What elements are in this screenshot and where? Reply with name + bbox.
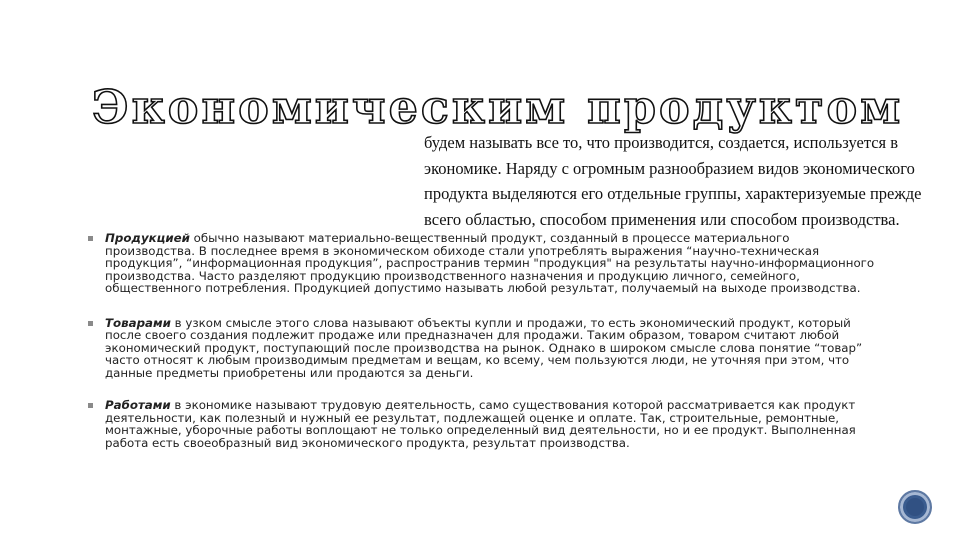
circle-nav-inner [906, 498, 924, 516]
circle-nav-icon[interactable] [898, 490, 932, 524]
bullet-term: Работами [105, 398, 171, 412]
square-bullet-icon [88, 403, 93, 408]
bullet-list [88, 232, 878, 469]
intro-paragraph: будем называть все то, что производится, создается, используется в экономике. Наряду с огромным разнообразием видов экономического продукта выделяются его отдельные группы, характеризуемые прежде всего областью, способом применения или способом производства. [424, 133, 922, 229]
bullet-text: обычно называют материально-вещественный продукт, созданный в процессе материального производства. В последнее время в экономическом обиходе стали употреблять выражения “научно-техническая продукция”, “информационная продукция”, распространив термин "продукция" на результаты научно-информационного производства. Часто разделяют продукцию производственного назначения и продукцию личного, семейного, общественного потребления. Продукцией допустимо называть любой результат, получаемый на выходе производства. [105, 231, 875, 295]
bullet-text: в узком смысле этого слова называют объекты купли и продажи, то есть экономический продукт, который после своего создания подлежит продаже или предназначен для продажи. Таким образом, товаром считают любой экономический продукт, поступающий после производства на рынок. Однако в широком смысле слова понятие “товар” часто относят к любым производимым предметам и вещам, ко всему, чем пользуются люди, не уточняя при этом, что данные предметы приобретены или продаются за деньги. [105, 315, 863, 380]
square-bullet-icon [88, 236, 93, 241]
bullet-item-products [88, 232, 878, 295]
bullet-term: Товарами [105, 315, 171, 330]
slide-title: Экономическим продуктом [92, 80, 904, 134]
bullet-item-works [88, 399, 878, 449]
bullet-text: в экономике называют трудовую деятельность, само существования которой рассматривается как продукт деятельности, как полезный и нужный ее результат, подлежащей оценке и оплате. Так, строительные, ремонтные, монтажные, уборочные работы воплощают не только определенный вид деятельности, но и ее продукт. Выполненная работа есть своеобразный вид экономического продукта, результат производства. [105, 398, 856, 450]
bullet-term: Продукцией [105, 231, 190, 245]
square-bullet-icon [88, 321, 93, 326]
bullet-item-goods [88, 317, 878, 380]
